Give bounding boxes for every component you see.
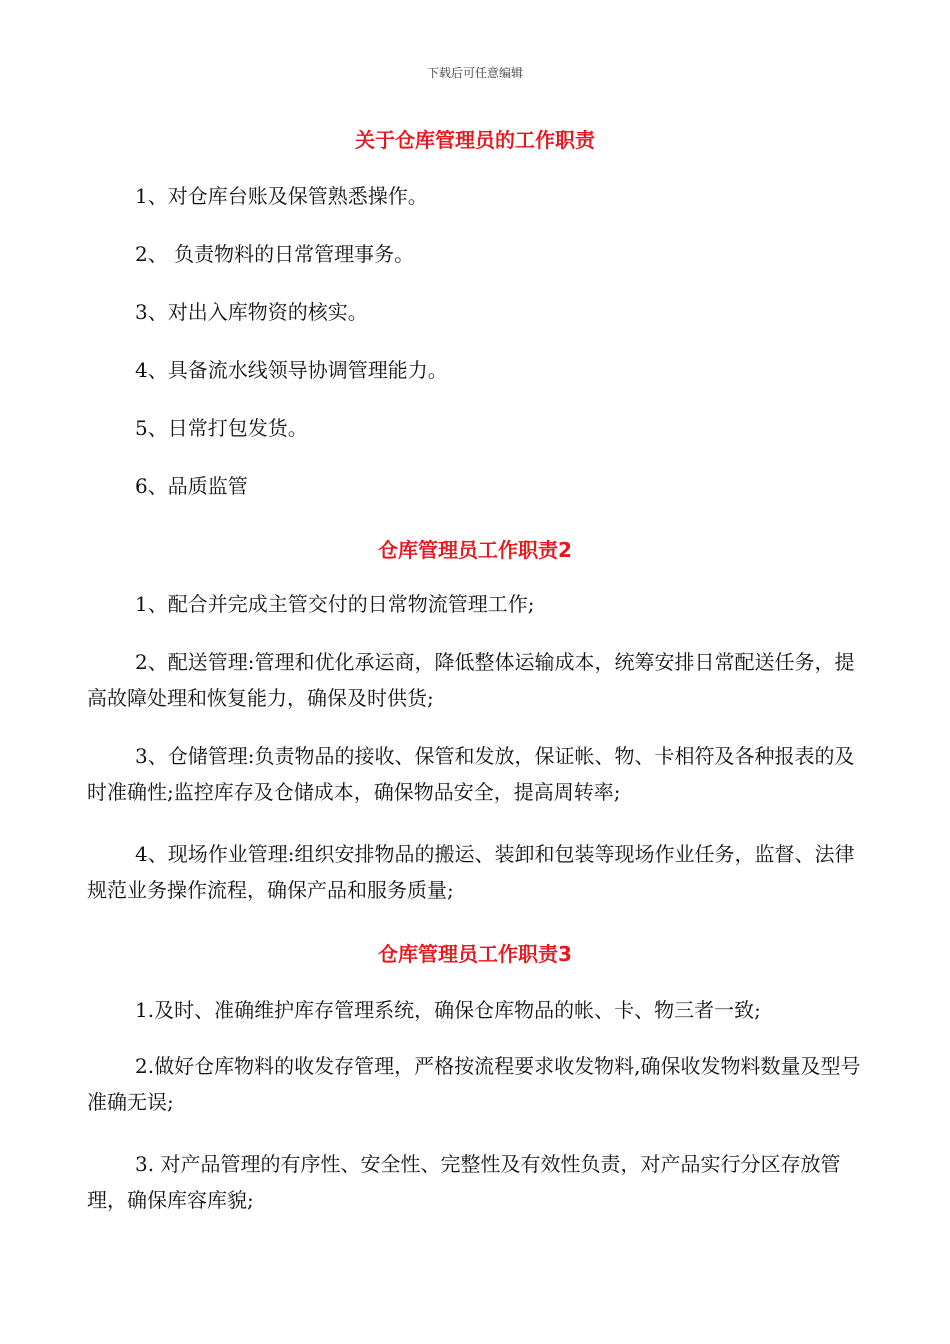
section-1-item-2: 2、 负责物料的日常管理事务。 [135,242,415,266]
section-3-item-2: 2.做好仓库物料的收发存管理，严格按流程要求收发物料,确保收发物料数量及型号准确无误; [87,1054,861,1114]
section-1-item-4: 4、具备流水线领导协调管理能力。 [135,358,448,382]
section-3-item-1: 1.及时、准确维护库存管理系统，确保仓库物品的帐、卡、物三者一致; [135,998,761,1022]
section-1-item-5: 5、日常打包发货。 [135,416,308,440]
section-2-item-1: 1、配合并完成主管交付的日常物流管理工作; [135,592,535,616]
section-2-item-3: 3、仓储管理:负责物品的接收、保管和发放，保证帐、物、卡相符及各种报表的及时准确性;监控库存及仓储成本，确保物品安全，提高周转率; [87,744,855,804]
section-1-item-3: 3、对出入库物资的核实。 [135,300,368,324]
section-2-heading: 仓库管理员工作职责2 [378,538,572,562]
section-1-item-6: 6、品质监管 [135,474,248,498]
section-1-item-1: 1、对仓库台账及保管熟悉操作。 [135,184,428,208]
section-3-item-3: 3. 对产品管理的有序性、安全性、完整性及有效性负责，对产品实行分区存放管理，确保库容库貌; [87,1152,841,1212]
section-2-item-2: 2、配送管理:管理和优化承运商，降低整体运输成本，统筹安排日常配送任务，提高故障处理和恢复能力，确保及时供货; [87,650,855,710]
section-3-heading: 仓库管理员工作职责3 [378,942,572,966]
section-2-item-4: 4、现场作业管理:组织安排物品的搬运、装卸和包装等现场作业任务，监督、法律规范业务操作流程，确保产品和服务质量; [87,842,855,902]
section-1-heading: 关于仓库管理员的工作职责 [355,128,595,152]
header-note: 下载后可任意编辑 [426,66,523,80]
